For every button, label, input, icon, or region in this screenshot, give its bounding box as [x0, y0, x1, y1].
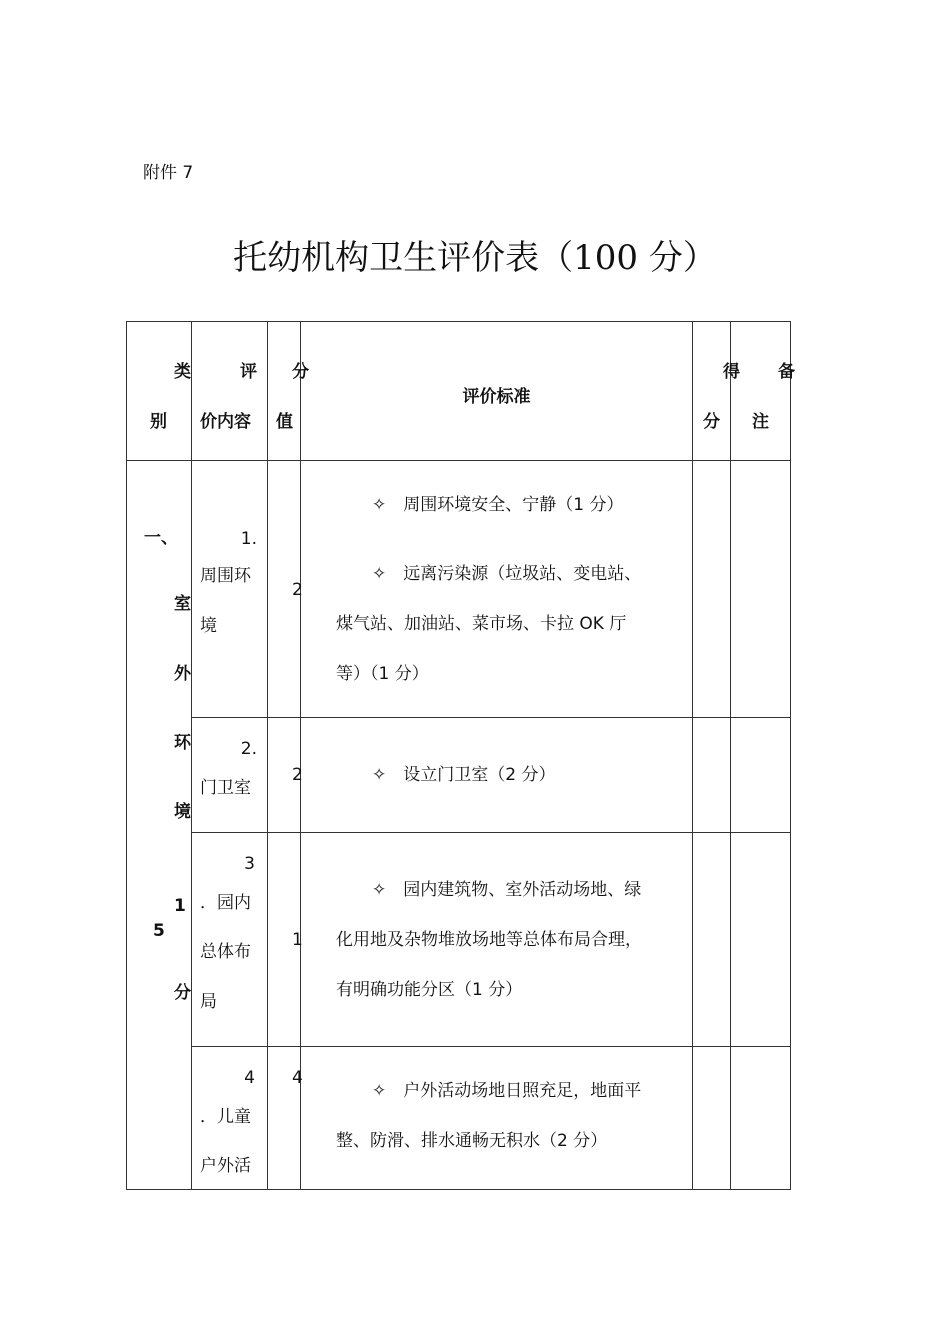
- remark-cell[interactable]: [731, 461, 791, 718]
- criteria-cell: [301, 718, 693, 832]
- table-row: [127, 1046, 791, 1189]
- criteria-text: [336, 549, 684, 699]
- item-text: 门卫室: [200, 778, 251, 799]
- header-category-cell: [127, 322, 192, 461]
- score-value: 2: [292, 580, 303, 600]
- criteria-cell: [301, 832, 693, 1046]
- header-row: [127, 322, 791, 461]
- category-line-5: 境: [174, 802, 191, 822]
- criteria-text: [336, 1066, 684, 1166]
- table-row: [127, 832, 791, 1046]
- item-number: 3: [244, 853, 255, 874]
- criteria-line: ✧ 设立门卫室（2 分）: [372, 765, 556, 786]
- category-line-7: 5: [153, 921, 165, 941]
- category-line-6: 1: [174, 896, 186, 916]
- category-line-1: 一、: [144, 528, 178, 548]
- header-category-2: 别: [150, 412, 167, 432]
- category-line-4: 环: [174, 733, 191, 753]
- item-number: 4: [244, 1067, 255, 1088]
- item-text: 境: [200, 616, 217, 636]
- item-number: 2.: [240, 739, 257, 760]
- item-cell: [192, 461, 268, 718]
- category-line-8: 分: [174, 983, 191, 1003]
- category-line-3: 外: [174, 664, 191, 684]
- criteria-line: ✧ 户外活动场地日照充足，地面平: [372, 1080, 642, 1101]
- criteria-line: 化用地及杂物堆放场地等总体布局合理，: [336, 929, 642, 950]
- category-cell: [127, 461, 192, 1190]
- header-score-cell: [268, 322, 309, 461]
- criteria-text: [336, 750, 684, 800]
- item-text: ．园内: [200, 892, 251, 913]
- score-cell: [268, 718, 301, 832]
- earned-cell[interactable]: [693, 1046, 731, 1189]
- remark-cell[interactable]: [731, 832, 791, 1046]
- item-text: 总体布: [200, 941, 251, 962]
- remark-cell[interactable]: [731, 1046, 791, 1189]
- header-earned-1: 得: [723, 362, 740, 382]
- criteria-line: 等）（1 分）: [336, 664, 429, 684]
- item-cell: [192, 718, 268, 832]
- criteria-line: 煤气站、加油站、菜市场、卡拉 OK 厅: [336, 614, 627, 634]
- criteria-line: ✧ 园内建筑物、室外活动场地、绿: [372, 879, 642, 900]
- evaluation-table: [126, 321, 795, 1190]
- item-number: 1.: [240, 529, 257, 549]
- criteria-line: ✧ 远离污染源（垃圾站、变电站、: [372, 564, 642, 584]
- score-cell: [268, 1046, 301, 1189]
- score-cell: [268, 832, 301, 1046]
- score-value: 1: [292, 929, 303, 950]
- criteria-line: 有明确功能分区（1 分）: [336, 979, 523, 1000]
- header-score-1: 分: [292, 362, 309, 382]
- item-cell: [192, 832, 268, 1046]
- criteria-text: [336, 865, 684, 1015]
- criteria-line: 整、防滑、排水通畅无积水（2 分）: [336, 1130, 608, 1151]
- item-text: 局: [200, 991, 217, 1012]
- header-remark-2: 注: [752, 412, 769, 432]
- header-remark-cell: [731, 322, 795, 461]
- item-text: 户外活: [200, 1155, 251, 1176]
- earned-cell[interactable]: [693, 718, 731, 832]
- earned-cell[interactable]: [693, 461, 731, 718]
- remark-cell[interactable]: [731, 718, 791, 832]
- score-value: 2: [292, 765, 303, 786]
- table-row: [127, 461, 791, 718]
- criteria-line: ✧ 周围环境安全、宁静（1 分）: [372, 495, 624, 515]
- document-title: 托幼机构卫生评价表（100 分）: [233, 238, 717, 278]
- earned-cell[interactable]: [693, 832, 731, 1046]
- item-cell: [192, 1046, 268, 1189]
- header-earned-cell: [693, 322, 740, 461]
- criteria-cell: [301, 461, 693, 718]
- table-row: [127, 718, 791, 832]
- criteria-cell: [301, 1046, 693, 1189]
- category-line-2: 室: [174, 594, 191, 614]
- item-text: ．儿童: [200, 1106, 251, 1127]
- header-earned-2: 分: [703, 412, 720, 432]
- header-remark-1: 备: [778, 362, 795, 382]
- header-content-1: 评: [240, 362, 257, 382]
- header-content-2: 价内容: [200, 412, 251, 432]
- score-value: 4: [292, 1067, 303, 1088]
- header-criteria-cell: [301, 322, 693, 461]
- header-score-2: 值: [276, 412, 293, 432]
- item-text: 周围环: [200, 566, 251, 586]
- criteria-text: [336, 480, 684, 530]
- header-category-1: 类: [174, 362, 191, 382]
- header-criteria: 评价标准: [462, 387, 531, 407]
- score-cell: [268, 461, 301, 718]
- annex-label: 附件 7: [143, 163, 194, 183]
- header-content-cell: [192, 322, 268, 461]
